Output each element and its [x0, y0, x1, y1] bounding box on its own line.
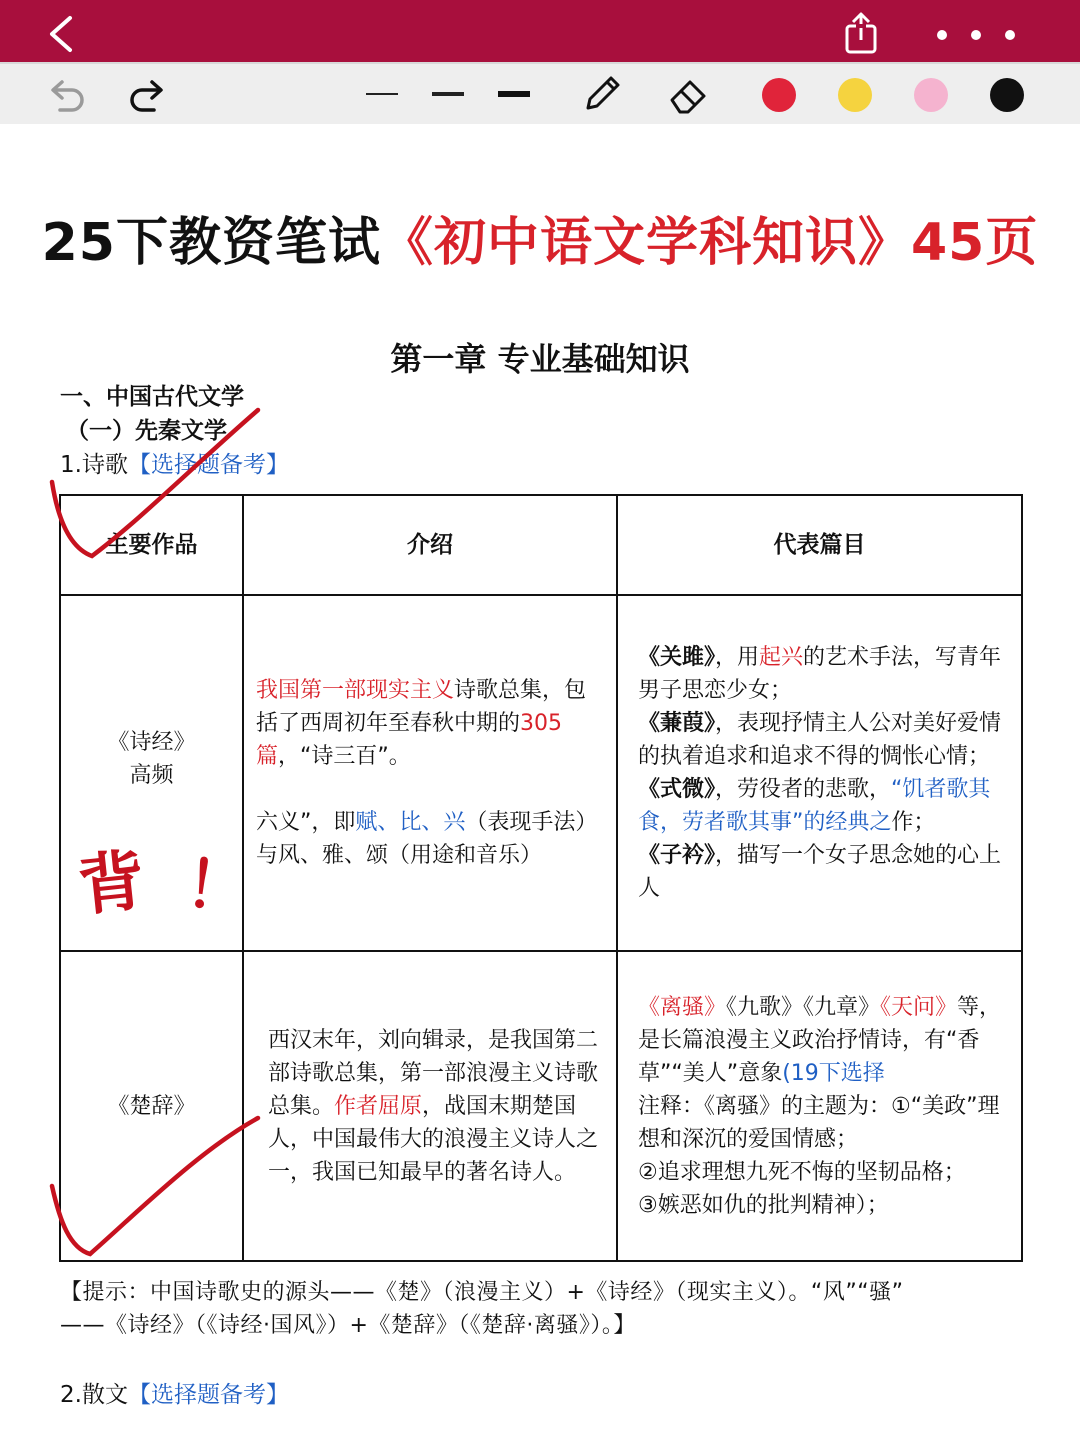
rep-highlight: “饥者歌其食，劳者歌其事”的经典之 — [638, 777, 991, 835]
section-heading: 一、中国古代文学 — [60, 384, 244, 410]
item-tag: 【选择题备考】 — [127, 1382, 289, 1408]
tip-note — [60, 1276, 1020, 1342]
rep-text: ，用 — [715, 645, 760, 670]
rep-text: 《九歌》《九章》 — [726, 994, 881, 1020]
stroke-thick-button[interactable] — [498, 91, 530, 97]
intro-cell — [243, 951, 617, 1261]
rep-entry — [638, 773, 1009, 839]
rep-text: ，表现抒情主人公对美好爱情的执着追求和追求不得的惆怅心情； — [638, 711, 1002, 769]
page-title — [0, 200, 1080, 275]
rep-text: 等，是长篇浪漫主义政治抒情诗，有“香草”“美人”意象 — [638, 994, 1002, 1086]
item-label: 1.诗歌 — [60, 452, 128, 478]
intro-text: ，战国末期楚国人，中国最伟大的浪漫主义诗人之一，我国已知最早的著名诗人。 — [268, 1093, 599, 1185]
rep-entry — [638, 641, 1009, 707]
rep-entry: 注释：《离骚》的主题为：①“美政”理想和深沉的爱国情感； — [638, 1093, 1000, 1152]
eraser-icon[interactable] — [666, 72, 710, 116]
rep-entry: ③嫉恶如仇的批判精神）； — [638, 1192, 889, 1218]
intro-highlight: 我国第一部现实主义 — [256, 678, 455, 703]
table-header: 代表篇目 — [617, 495, 1022, 595]
intro-highlight: 305篇 — [256, 711, 563, 769]
intro-highlight: 赋、比、兴 — [355, 810, 466, 835]
work-note: 高频 — [129, 763, 174, 788]
tip-line: 【提示：中国诗歌史的源头——《楚》（浪漫主义）+《诗经》（现实主义）。“风”“骚” — [60, 1280, 904, 1305]
work-name: 《楚辞》 — [107, 1093, 196, 1119]
work-name: 《诗经》 — [107, 730, 196, 755]
intro-text: （表现手法）与风、雅、颂（用途和音乐） — [256, 810, 598, 868]
rep-text: ，描写一个女子思念她的心上人 — [638, 843, 1002, 901]
rep-entry: ②追求理想九死不悔的坚韧品格； — [638, 1159, 966, 1185]
intro-text: ，“诗三百”。 — [278, 744, 411, 769]
representative-cell — [617, 951, 1022, 1261]
rep-highlight: 《离骚》 — [638, 994, 727, 1020]
intro-text: 六义”，即 — [256, 810, 356, 835]
item-heading-prose — [60, 1376, 289, 1409]
rep-text: 的艺术手法，写青年男子思恋少女； — [638, 645, 1002, 703]
intro-text: 西汉末年，刘向辑录，是我国第二部诗歌总集，第一部浪漫主义诗歌总集。 — [268, 1027, 599, 1119]
work-cell — [60, 951, 243, 1261]
rep-title: 《式微》 — [638, 777, 716, 802]
rep-highlight: (19下选择 — [782, 1060, 885, 1086]
rep-text: 作； — [891, 810, 936, 835]
rep-title: 《关雎》 — [638, 645, 716, 670]
color-swatch-yellow[interactable] — [838, 78, 872, 112]
item-label: 2.散文 — [60, 1382, 128, 1408]
rep-entry — [638, 991, 1009, 1090]
color-swatch-black[interactable] — [990, 78, 1024, 112]
redo-icon[interactable] — [126, 76, 166, 112]
rep-entry — [638, 707, 1009, 773]
color-swatch-pink[interactable] — [914, 78, 948, 112]
rep-highlight: 起兴 — [759, 645, 804, 670]
rep-entry — [638, 839, 1009, 905]
intro-para — [256, 674, 608, 773]
more-options-icon[interactable] — [928, 18, 1024, 52]
rep-text: ，劳役者的悲歌， — [715, 777, 892, 802]
title-highlight: 《初中语文学科知识》 — [380, 213, 911, 273]
item-heading-poetry — [60, 446, 289, 479]
annotation-toolbar — [0, 64, 1080, 124]
table-header: 主要作品 — [60, 495, 243, 595]
handwritten-character: 背 — [74, 840, 149, 926]
title-prefix: 25下教资笔试 — [41, 213, 381, 273]
handwritten-exclamation: ！ — [181, 847, 254, 929]
back-chevron-icon[interactable] — [42, 14, 82, 54]
intro-para — [268, 1024, 608, 1189]
title-suffix: 45页 — [911, 213, 1039, 273]
subsection-heading: （一）先秦文学 — [66, 418, 227, 444]
intro-text: 诗歌总集，包括了西周初年至春秋中期的 — [256, 678, 587, 736]
rep-highlight: 《天问》 — [880, 994, 958, 1020]
table-header: 介绍 — [243, 495, 617, 595]
stroke-thin-button[interactable] — [366, 93, 398, 95]
top-app-bar — [0, 0, 1080, 64]
item-tag: 【选择题备考】 — [127, 452, 289, 478]
chapter-heading: 第一章 专业基础知识 — [390, 340, 690, 378]
intro-highlight: 作者屈原 — [334, 1093, 423, 1119]
table-row — [60, 951, 1022, 1261]
tip-line: ——《诗经》（《诗经·国风》）+《楚辞》（《楚辞·离骚》）。】 — [60, 1313, 636, 1338]
intro-para — [256, 806, 608, 872]
representative-cell — [617, 595, 1022, 951]
rep-title: 《子衿》 — [638, 843, 716, 868]
pencil-icon[interactable] — [580, 72, 624, 116]
undo-icon[interactable] — [48, 76, 88, 112]
stroke-medium-button[interactable] — [432, 92, 464, 96]
color-swatch-red[interactable] — [762, 78, 796, 112]
table-header-row — [60, 495, 1022, 595]
share-icon[interactable] — [838, 10, 884, 56]
intro-cell — [243, 595, 617, 951]
rep-title: 《蒹葭》 — [638, 711, 716, 736]
